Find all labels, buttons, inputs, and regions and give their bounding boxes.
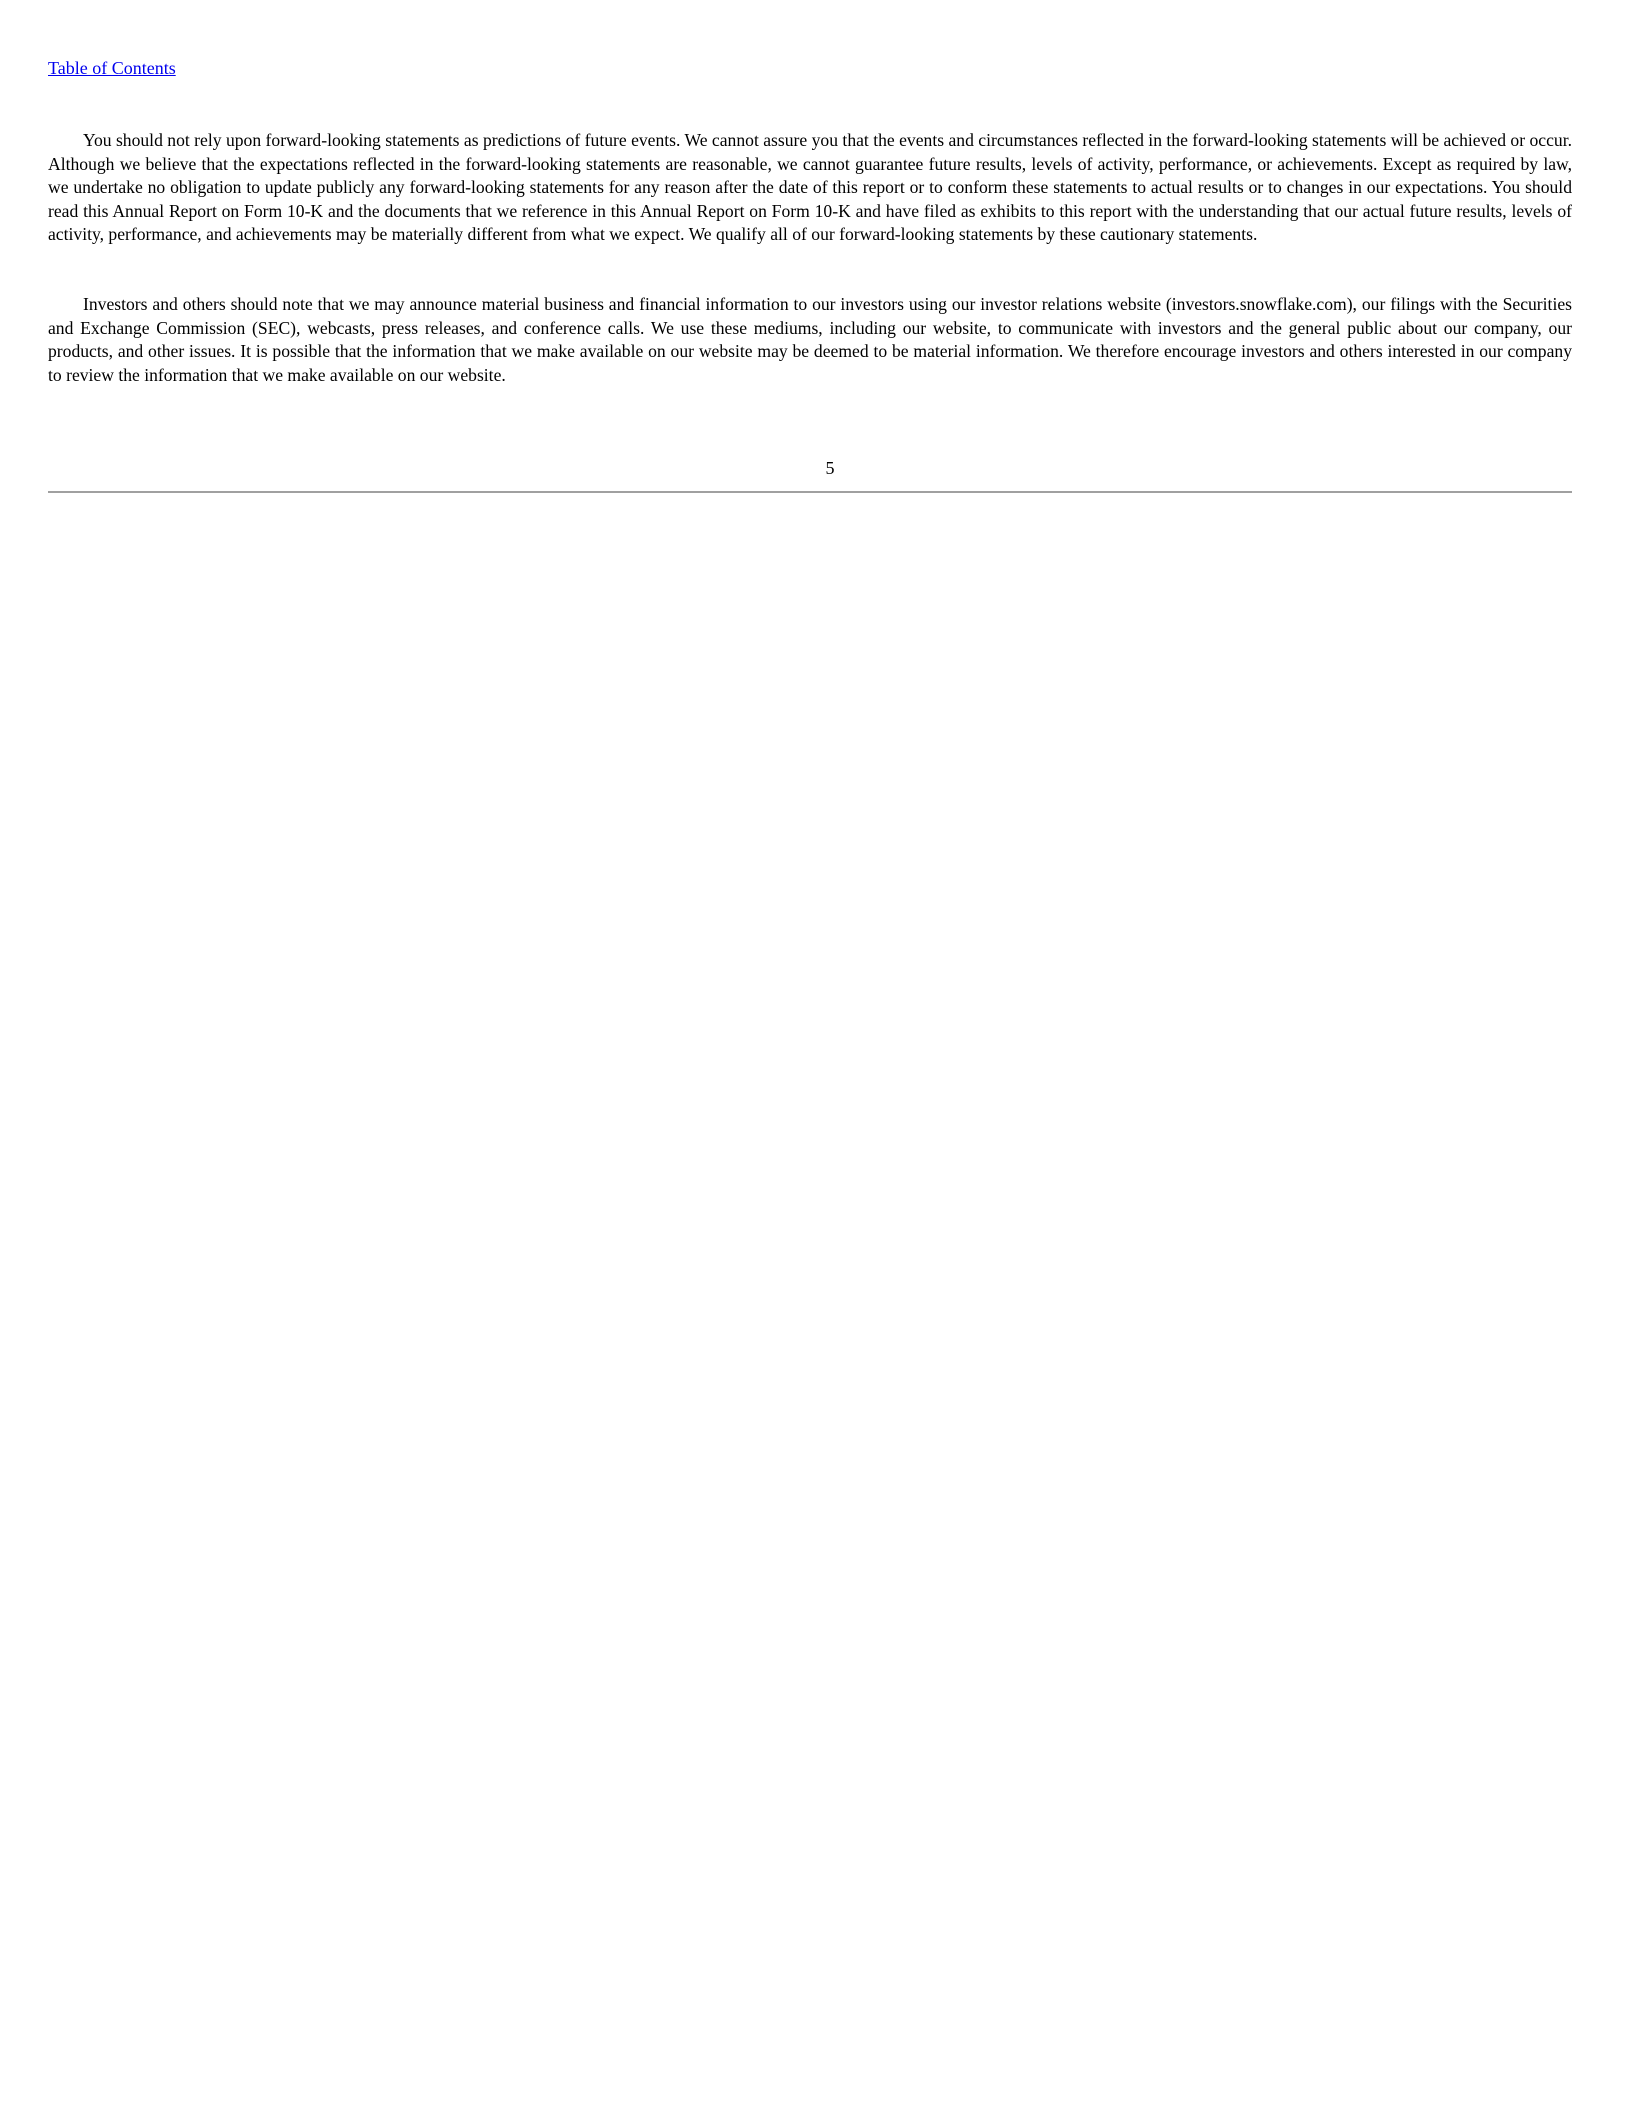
table-of-contents-link[interactable]: Table of Contents (48, 58, 176, 78)
page-divider (48, 491, 1572, 493)
page-number: 5 (825, 458, 835, 478)
investor-info-paragraph: Investors and others should note that we may announce material business and financial information to our investors using our investor relations website (investors.snowflake.com), our filings with the Securities and Exchange Commission (SEC), webcasts, press releases, and conference calls. We use these mediums, including our website, to communicate with investors and the general public about our company, our products, and other issues. It is possible that the information that we make available on our website may be deemed to be material information. We therefore encourage investors and others interested in our company to review the information that we make available on our website. (48, 294, 1572, 385)
forward-looking-paragraph: You should not rely upon forward-looking statements as predictions of future events. We cannot assure you that the events and circumstances reflected in the forward-looking statements will be achieved or occur. Although we believe that the expectations reflected in the forward-looking statements are reasonable, we cannot guarantee future results, levels of activity, performance, or achievements. Except as required by law, we undertake no obligation to update publicly any forward-looking statements for any reason after the date of this report or to conform these statements to actual results or to changes in our expectations. You should read this Annual Report on Form 10-K and the documents that we reference in this Annual Report on Form 10-K and have filed as exhibits to this report with the understanding that our actual future results, levels of activity, performance, and achievements may be materially different from what we expect. We qualify all of our forward-looking statements by these cautionary statements. (48, 130, 1572, 244)
